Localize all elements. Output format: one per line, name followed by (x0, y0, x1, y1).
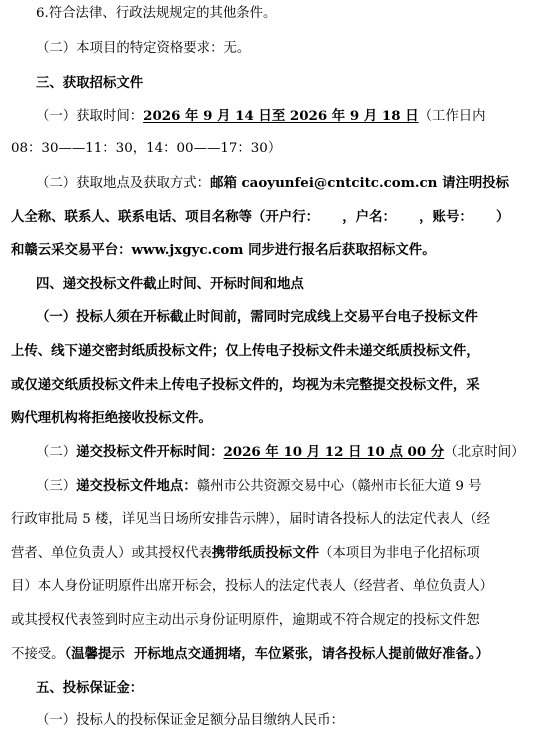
paragraph-line (0, 375, 550, 395)
paragraph-line (0, 139, 550, 159)
text: 递交投标文件开标时间： (76, 444, 224, 460)
text: （二）获取地点及获取方式： (36, 176, 211, 191)
text: 赣州市公共资源交易中心（赣州市长征大道 9 号 (196, 479, 482, 494)
text: 目）本人身份证明原件出席开标会，投标人的法定代表人（经营者、单位负责人） (11, 579, 494, 594)
heading-text: 五、投标保证金： (36, 680, 144, 696)
paragraph-line (0, 476, 550, 497)
text: 购代理机构将拒绝接收投标文件。 (11, 410, 212, 426)
paragraph-line (0, 510, 550, 530)
text: 或仅递交纸质投标文件未上传电子投标文件的，均视为未完整提交投标文件，采 (11, 377, 480, 393)
text: （二）本项目的特定资格要求：无。 (36, 41, 251, 56)
text: （三） (36, 479, 77, 494)
text: 递交投标文件地点： (76, 478, 197, 494)
paragraph-line (0, 106, 550, 127)
paragraph-line (0, 173, 550, 194)
paragraph-line (0, 577, 550, 597)
heading-text: 三、获取招标文件 (36, 75, 144, 91)
text: 08：30——11：30，14：00——17：30） (11, 141, 282, 156)
text: 6.符合法律、行政法规规定的其他条件。 (36, 6, 277, 21)
paragraph-line (0, 711, 550, 731)
text: 营者、单位负责人）或其授权代表 (11, 546, 212, 561)
text: 行政审批局 5 楼，详见当日场所安排告示牌），届时请各投标人的法定代表人（经 (11, 512, 491, 527)
opening-time: 2026 年 10 月 12 日 10 点 00 分 (223, 444, 445, 460)
paragraph-line (0, 240, 550, 260)
paragraph-line (0, 207, 550, 227)
email-text: 邮箱 caoyunfei@cntcitc.com.cn 请注明投标 (210, 175, 510, 191)
text: （一）获取时间： (36, 109, 144, 124)
text: （二） (36, 445, 77, 460)
section-heading (0, 678, 550, 698)
text: 不接受。 (11, 647, 65, 662)
text: （一）投标人的投标保证金足额分品目缴纳人民币： (36, 713, 344, 728)
text: （一）投标人须在开标截止时间前，需同时完成线上交易平台电子投标文件 (36, 309, 478, 325)
text: （本项目为非电子化招标项 (318, 546, 480, 561)
heading-text: 四、递交投标文件截止时间、开标时间和地点 (36, 276, 304, 292)
paragraph-line (0, 442, 550, 463)
tip-text: （温馨提示 开标地点交通拥堵，车位紧张，请各投标人提前做好准备。） (64, 646, 489, 662)
section-heading (0, 73, 550, 93)
section-heading (0, 274, 550, 294)
paragraph-line (0, 307, 550, 327)
paragraph-line (0, 4, 550, 24)
paragraph-line (0, 408, 550, 428)
text: 或其授权代表签到时应主动出示身份证明原件，逾期或不符合规定的投标文件恕 (11, 613, 480, 628)
text: （北京时间） (444, 445, 525, 460)
text: 携带纸质投标文件 (211, 545, 319, 561)
acquire-time: 2026 年 9 月 14 日至 2026 年 9 月 18 日 (143, 108, 419, 124)
text: （工作日内 (418, 109, 486, 124)
text: 人全称、联系人、联系电话、项目名称等（开户行： ，户名： ，账号： ） (11, 209, 510, 225)
text: 和赣云采交易平台：www.jxgyc.com 同步进行报名后获取招标文件。 (11, 242, 436, 258)
text: 上传、线下递交密封纸质投标文件；仅上传电子投标文件未递交纸质投标文件， (11, 343, 480, 359)
paragraph-line (0, 611, 550, 631)
paragraph-line (0, 644, 550, 665)
paragraph-line (0, 341, 550, 361)
paragraph-line (0, 543, 550, 564)
paragraph-line (0, 39, 550, 59)
